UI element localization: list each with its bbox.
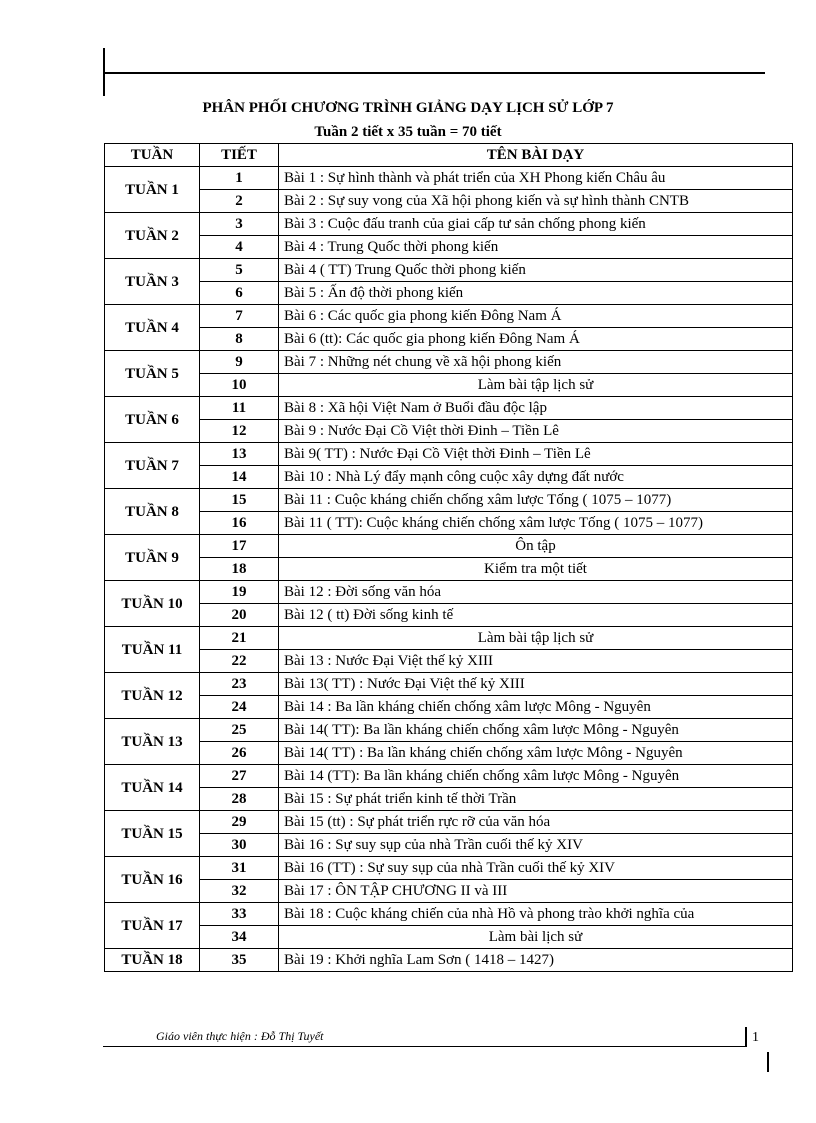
period-number: 12 [200, 420, 279, 443]
period-number: 14 [200, 466, 279, 489]
period-number: 4 [200, 236, 279, 259]
period-number: 10 [200, 374, 279, 397]
period-number: 35 [200, 949, 279, 972]
table-row [105, 857, 793, 880]
table-row [105, 604, 793, 627]
lesson-name: Bài 14( TT) : Ba lần kháng chiến chống xâm lược Mông - Nguyên [279, 742, 793, 765]
week-label: TUẦN 5 [105, 351, 200, 397]
lesson-name: Bài 12 ( tt) Đời sống kinh tế [279, 604, 793, 627]
period-number: 34 [200, 926, 279, 949]
period-number: 22 [200, 650, 279, 673]
table-row [105, 213, 793, 236]
week-label: TUẦN 8 [105, 489, 200, 535]
header-week: TUẦN [105, 144, 200, 167]
table-row [105, 466, 793, 489]
week-label: TUẦN 1 [105, 167, 200, 213]
table-row [105, 765, 793, 788]
lesson-name: Làm bài lịch sử [279, 926, 793, 949]
period-number: 24 [200, 696, 279, 719]
table-row [105, 949, 793, 972]
lesson-name: Bài 4 : Trung Quốc thời phong kiến [279, 236, 793, 259]
footer-rule [103, 1046, 746, 1047]
table-row [105, 719, 793, 742]
lesson-name: Bài 19 : Khởi nghĩa Lam Sơn ( 1418 – 1427) [279, 949, 793, 972]
lesson-name: Bài 9( TT) : Nước Đại Cồ Việt thời Đinh – Tiền Lê [279, 443, 793, 466]
lesson-name: Bài 17 : ÔN TẬP CHƯƠNG II và III [279, 880, 793, 903]
table-row [105, 926, 793, 949]
period-number: 1 [200, 167, 279, 190]
week-label: TUẦN 2 [105, 213, 200, 259]
table-row [105, 834, 793, 857]
lesson-name: Bài 9 : Nước Đại Cồ Việt thời Đinh – Tiền Lê [279, 420, 793, 443]
table-row [105, 305, 793, 328]
week-label: TUẦN 14 [105, 765, 200, 811]
table-row [105, 397, 793, 420]
period-number: 25 [200, 719, 279, 742]
footer-vertical-bar [745, 1027, 747, 1047]
period-number: 33 [200, 903, 279, 926]
table-row [105, 558, 793, 581]
period-number: 6 [200, 282, 279, 305]
table-row [105, 282, 793, 305]
table-row [105, 259, 793, 282]
lesson-name: Bài 12 : Đời sống văn hóa [279, 581, 793, 604]
week-label: TUẦN 3 [105, 259, 200, 305]
lesson-name: Bài 14( TT): Ba lần kháng chiến chống xâm lược Mông - Nguyên [279, 719, 793, 742]
period-number: 32 [200, 880, 279, 903]
footer-vertical-bar-lower [767, 1052, 769, 1072]
period-number: 2 [200, 190, 279, 213]
lesson-name: Bài 13 : Nước Đại Việt thế kỷ XIII [279, 650, 793, 673]
lesson-name: Bài 1 : Sự hình thành và phát triển của XH Phong kiến Châu âu [279, 167, 793, 190]
period-number: 30 [200, 834, 279, 857]
lesson-name: Bài 11 : Cuộc kháng chiến chống xâm lược Tống ( 1075 – 1077) [279, 489, 793, 512]
lesson-name: Bài 10 : Nhà Lý đẩy mạnh công cuộc xây dựng đất nước [279, 466, 793, 489]
footer-teacher: Giáo viên thực hiện : Đỗ Thị Tuyết [156, 1029, 324, 1043]
table-row [105, 788, 793, 811]
table-row [105, 581, 793, 604]
table-row [105, 443, 793, 466]
table-row [105, 696, 793, 719]
table-row [105, 903, 793, 926]
period-number: 16 [200, 512, 279, 535]
week-label: TUẦN 18 [105, 949, 200, 972]
lesson-name: Làm bài tập lịch sử [279, 374, 793, 397]
table-row [105, 673, 793, 696]
period-number: 21 [200, 627, 279, 650]
week-label: TUẦN 4 [105, 305, 200, 351]
week-label: TUẦN 11 [105, 627, 200, 673]
table-row [105, 328, 793, 351]
table-row [105, 742, 793, 765]
week-label: TUẦN 16 [105, 857, 200, 903]
page-title: PHÂN PHỐI CHƯƠNG TRÌNH GIẢNG DẠY LỊCH SỬ LỚP 7 [202, 100, 614, 116]
lesson-name: Bài 3 : Cuộc đấu tranh của giai cấp tư sản chống phong kiến [279, 213, 793, 236]
table-row [105, 650, 793, 673]
lesson-name: Bài 18 : Cuộc kháng chiến của nhà Hồ và phong trào khởi nghĩa của [279, 903, 793, 926]
table-row [105, 489, 793, 512]
period-number: 27 [200, 765, 279, 788]
period-number: 20 [200, 604, 279, 627]
header-lesson: TÊN BÀI DẠY [279, 144, 793, 167]
period-number: 7 [200, 305, 279, 328]
table-row [105, 190, 793, 213]
period-number: 31 [200, 857, 279, 880]
period-number: 5 [200, 259, 279, 282]
period-number: 3 [200, 213, 279, 236]
lesson-name: Làm bài tập lịch sử [279, 627, 793, 650]
lesson-name: Bài 5 : Ấn độ thời phong kiến [279, 282, 793, 305]
lesson-name: Bài 7 : Những nét chung về xã hội phong kiến [279, 351, 793, 374]
lesson-name: Bài 4 ( TT) Trung Quốc thời phong kiến [279, 259, 793, 282]
lesson-name: Bài 15 (tt) : Sự phát triển rực rỡ của văn hóa [279, 811, 793, 834]
week-label: TUẦN 10 [105, 581, 200, 627]
table-header-row [105, 144, 793, 167]
period-number: 18 [200, 558, 279, 581]
table-body [105, 167, 793, 972]
period-number: 28 [200, 788, 279, 811]
table-row [105, 535, 793, 558]
header-period: TIẾT [200, 144, 279, 167]
period-number: 17 [200, 535, 279, 558]
table-row [105, 167, 793, 190]
lesson-name: Bài 14 (TT): Ba lần kháng chiến chống xâm lược Mông - Nguyên [279, 765, 793, 788]
lesson-name: Ôn tập [279, 535, 793, 558]
lesson-name: Bài 2 : Sự suy vong của Xã hội phong kiến và sự hình thành CNTB [279, 190, 793, 213]
period-number: 26 [200, 742, 279, 765]
lesson-name: Bài 16 (TT) : Sự suy sụp của nhà Trần cuối thế kỷ XIV [279, 857, 793, 880]
page-number: 1 [752, 1030, 759, 1045]
lesson-name: Bài 14 : Ba lần kháng chiến chống xâm lược Mông - Nguyên [279, 696, 793, 719]
period-number: 19 [200, 581, 279, 604]
lesson-name: Bài 15 : Sự phát triển kinh tế thời Trần [279, 788, 793, 811]
lesson-name: Bài 11 ( TT): Cuộc kháng chiến chống xâm lược Tống ( 1075 – 1077) [279, 512, 793, 535]
table-row [105, 420, 793, 443]
week-label: TUẦN 6 [105, 397, 200, 443]
period-number: 8 [200, 328, 279, 351]
period-number: 13 [200, 443, 279, 466]
table-row [105, 236, 793, 259]
week-label: TUẦN 7 [105, 443, 200, 489]
lesson-name: Bài 6 (tt): Các quốc gia phong kiến Đông Nam Á [279, 328, 793, 351]
table-row [105, 512, 793, 535]
table-row [105, 351, 793, 374]
period-number: 23 [200, 673, 279, 696]
week-label: TUẦN 15 [105, 811, 200, 857]
curriculum-table [104, 143, 793, 972]
table-row [105, 880, 793, 903]
period-number: 29 [200, 811, 279, 834]
table-row [105, 627, 793, 650]
lesson-name: Bài 13( TT) : Nước Đại Việt thế kỷ XIII [279, 673, 793, 696]
lesson-name: Bài 6 : Các quốc gia phong kiến Đông Nam Á [279, 305, 793, 328]
page-subtitle: Tuần 2 tiết x 35 tuần = 70 tiết [314, 124, 502, 140]
week-label: TUẦN 13 [105, 719, 200, 765]
lesson-name: Bài 16 : Sự suy sụp của nhà Trần cuối thế kỷ XIV [279, 834, 793, 857]
lesson-name: Bài 8 : Xã hội Việt Nam ở Buổi đầu độc lập [279, 397, 793, 420]
period-number: 15 [200, 489, 279, 512]
table-row [105, 811, 793, 834]
lesson-name: Kiểm tra một tiết [279, 558, 793, 581]
header-rule [103, 72, 765, 74]
period-number: 11 [200, 397, 279, 420]
week-label: TUẦN 17 [105, 903, 200, 949]
week-label: TUẦN 12 [105, 673, 200, 719]
period-number: 9 [200, 351, 279, 374]
table-row [105, 374, 793, 397]
week-label: TUẦN 9 [105, 535, 200, 581]
